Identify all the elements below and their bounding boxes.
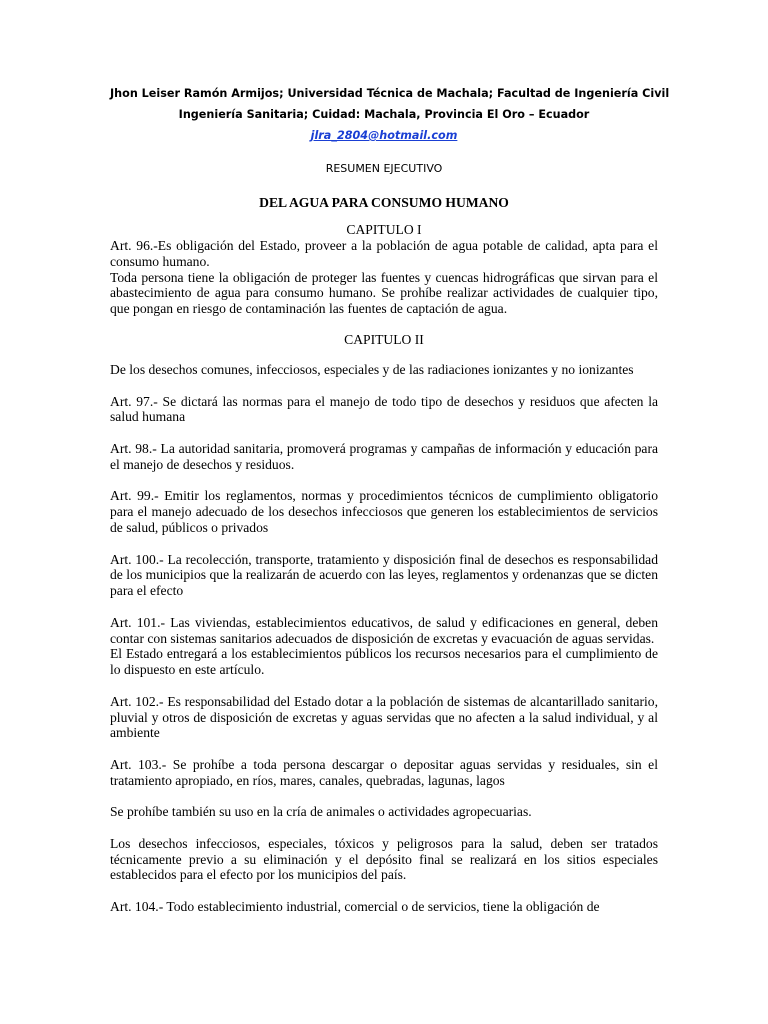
article-104: Art. 104.- Todo establecimiento industrial, comercial o de servicios, tiene la obligación de: [110, 899, 600, 915]
chapter-2-subtitle: De los desechos comunes, infecciosos, especiales y de las radiaciones ionizantes y no ionizantes: [110, 361, 634, 377]
document-header: [110, 83, 670, 146]
article-97: Art. 97.- Se dictará las normas para el manejo de todo tipo de desechos y residuos que afecten la salud humana: [110, 393, 658, 425]
article-98: Art. 98.- La autoridad sanitaria, promoverá programas y campañas de información y educación para el manejo de desechos y residuos.: [110, 440, 658, 472]
chapter-1-heading: CAPITULO I: [346, 222, 422, 237]
resumen-label: RESUMEN EJECUTIVO: [325, 162, 443, 175]
article-101: Art. 101.- Las viviendas, establecimientos educativos, de salud y edificaciones en general, deben contar con sistemas sanitarios adecuados de disposición de excretas y evacuación de aguas servidas.: [110, 614, 658, 646]
article-100: Art. 100.- La recolección, transporte, tratamiento y disposición final de desechos es responsabilidad de los municipios que la realizarán de acuerdo con las leyes, reglamentos y ordenanzas que se dicten para el efecto: [110, 551, 658, 599]
article-99: Art. 99.- Emitir los reglamentos, normas y procedimientos técnicos de cumplimiento obligatorio para el manejo adecuado de los desechos infecciosos que generen los establecimientos de servicios de salud, públicos o privados: [110, 488, 658, 535]
article-103: Art. 103.- Se prohíbe a toda persona descargar o depositar aguas servidas y residuales, sin el tratamiento apropiado, en ríos, mares, canales, quebradas, lagunas, lagos: [110, 756, 658, 788]
affiliation-line: Ingeniería Sanitaria; Cuidad: Machala, Provincia El Oro – Ecuador: [178, 108, 590, 121]
water-sources-paragraph: Toda persona tiene la obligación de proteger las fuentes y cuencas hidrográficas que sirvan para el abastecimiento de agua para consumo humano. Se prohíbe realizar actividades de cualquier tipo, que pongan en riesgo de contaminación las fuentes de captación de agua.: [110, 269, 658, 317]
article-103-prohibition: Se prohíbe también su uso en la cría de animales o actividades agropecuarias.: [110, 804, 532, 820]
document-title: DEL AGUA PARA CONSUMO HUMANO: [259, 195, 509, 210]
article-102: Art. 102.- Es responsabilidad del Estado dotar a la población de sistemas de alcantarillado sanitario, pluvial y otros de disposición de excretas y aguas servidas que no afecten a la salud individual, y al ambiente: [110, 693, 658, 741]
infectious-waste-paragraph: Los desechos infecciosos, especiales, tóxicos y peligrosos para la salud, deben ser tratados técnicamente previo a su eliminación y el depósito final se realizará en los sitios especiales establecidos para el efecto por los municipios del país.: [110, 835, 658, 883]
email-link[interactable]: jlra_2804@hotmail.com: [310, 129, 458, 142]
article-101-state-paragraph: El Estado entregará a los establecimientos públicos los recursos necesarios para el cumplimiento de lo dispuesto en este artículo.: [110, 646, 658, 678]
article-96: Art. 96.-Es obligación del Estado, proveer a la población de agua potable de calidad, apta para el consumo humano.: [110, 238, 658, 269]
chapter-2-heading: CAPITULO II: [344, 331, 424, 347]
author-line: Jhon Leiser Ramón Armijos; Universidad Técnica de Machala; Facultad de Ingeniería Civil: [110, 87, 670, 100]
